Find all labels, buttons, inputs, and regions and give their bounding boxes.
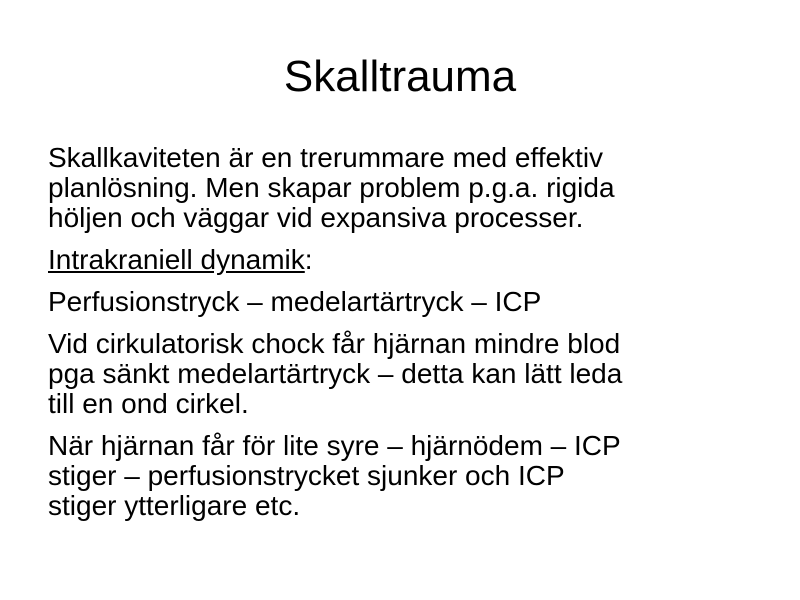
text-line: Skallkaviteten är en trerummare med effektiv [48,142,604,173]
paragraph-circulatory-shock [48,329,748,419]
text-line: till en ond cirkel. [48,388,249,419]
text-line: När hjärnan får för lite syre – hjärnödem – ICP [48,430,621,461]
text-line: stiger – perfusionstrycket sjunker och ICP [48,460,565,491]
underlined-heading: Intrakraniell dynamik [48,244,305,275]
paragraph-brain-oxygen [48,431,748,521]
text-line: planlösning. Men skapar problem p.g.a. rigida [48,172,615,203]
paragraph-perfusion-pressure [48,287,748,317]
text-line: stiger ytterligare etc. [48,490,301,521]
text-line [48,245,748,275]
heading-suffix: : [304,244,313,275]
text-line: Perfusionstryck – medelartärtryck – ICP [48,286,542,317]
paragraph-skullcavity [48,143,748,233]
text-line: pga sänkt medelartärtryck – detta kan lätt leda [48,358,623,389]
slide-body [48,143,748,533]
text-line: höljen och väggar vid expansiva processer. [48,202,584,233]
text-line: Vid cirkulatorisk chock får hjärnan mindre blod [48,328,621,359]
slide-title: Skalltrauma [283,52,517,101]
paragraph-intracranial-dynamics [48,245,748,275]
